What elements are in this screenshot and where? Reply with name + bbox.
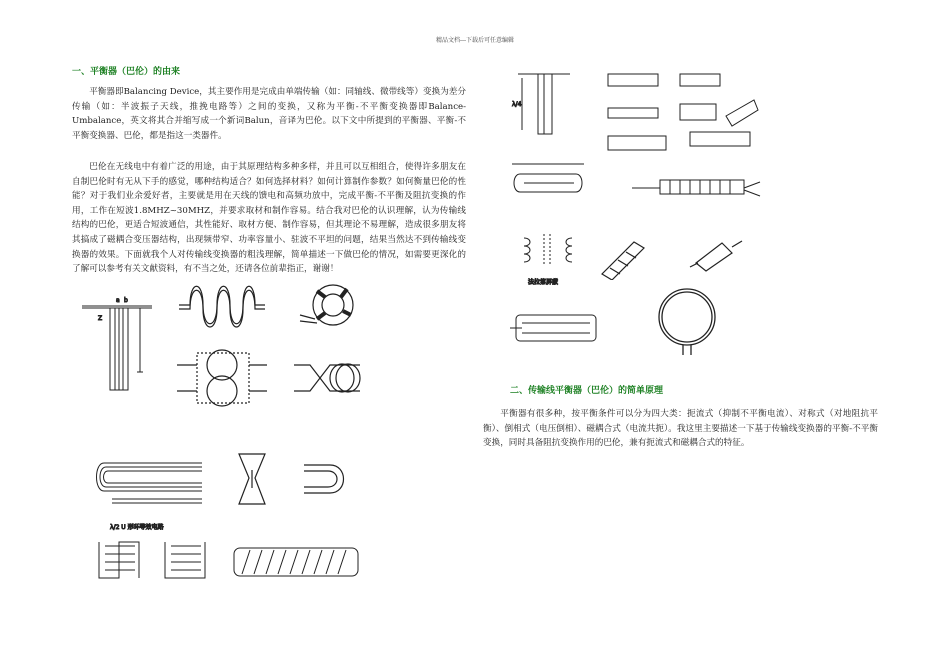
binocular-core-figure xyxy=(175,345,270,410)
section2-title: 二、传输线平衡器（巴伦）的简单原理 xyxy=(510,386,664,396)
twisted-transformer-figure xyxy=(290,355,365,405)
u-loop-figure xyxy=(92,455,207,535)
coax-sleeve-balun-figure xyxy=(80,292,155,397)
coax-bend-figure xyxy=(300,455,355,500)
faraday-shield-caption: 法拉第屏蔽 xyxy=(528,279,559,286)
section1-para1: 平衡器即Balancing Device，其主要作用是完成由单端传输（如：同轴线、微带线等）变换为差分传输（如：半波振子天线，推挽电路等）之间的变换，又称为平衡-不平衡变换器即Balance-Umbalance，英文将其合并缩写成一个新词Balun，音译为巴伦。以下文中所提到的平衡器、平衡-不平衡变换器、巴伦，都是指这一类器件。 xyxy=(72,87,466,141)
ferrite-sleeve-figure xyxy=(688,237,743,272)
quarter-wave-sleeve-figure xyxy=(510,70,575,150)
balun-variants-grid-figure xyxy=(600,70,760,160)
coax-slot-balun-figure xyxy=(508,162,588,202)
loop-antenna-figure xyxy=(652,285,722,357)
rod-coil-figure xyxy=(598,240,648,280)
section2-para1: 平衡器有很多种，按平衡条件可以分为四大类：扼流式（抑制不平衡电流）、对称式（对地阻抗平衡）、倒相式（电压倒相）、磁耦合式（电流共扼）。我这里主要描述一下基于传输线变换器的平衡-不平衡变换，同时具备阻抗变换作用的巴伦，兼有扼流式和磁耦合式的特征。 xyxy=(483,409,878,449)
fig-label-a: a xyxy=(116,297,120,304)
page-header: 精品文档---下载后可任意编辑 xyxy=(435,37,515,44)
fig-label-lambda: λ/4 xyxy=(512,101,522,108)
fig-label-b: b xyxy=(124,297,128,304)
meander-line-figure xyxy=(95,538,215,583)
section1-title: 一、平衡器（巴伦）的由来 xyxy=(72,67,181,77)
hourglass-figure xyxy=(235,450,270,510)
u-loop-caption: λ/2 U 形环等效电路 xyxy=(110,524,164,531)
coax-helical-figure xyxy=(228,538,363,583)
bead-choke-figure xyxy=(630,168,765,208)
coil-transformer-figure xyxy=(175,275,267,335)
toroid-balun-figure xyxy=(295,275,365,337)
coax-tube-figure xyxy=(508,305,603,350)
fig-label-z: Z xyxy=(98,315,103,322)
faraday-shield-figure xyxy=(510,232,590,288)
section1-para2: 巴伦在无线电中有着广泛的用途，由于其原理结构多种多样，并且可以互相组合，使得许多朋友在自制巴伦时有无从下手的感觉，哪种结构适合？如何选择材料？如何计算制作参数？如何衡量巴伦的性能？对于我们业余爱好者，主要就是用在天线的馈电和高频功放中，完成平衡-不平衡及阻抗变换的作用，工作在短波1.8MHZ~30MHZ，并要求取材和制作容易。结合我对巴伦的认识理解，认为传输线结构的巴伦，更适合短波通信，其性能好、取材方便、制作容易，但其理论不易理解，造成很多朋友将其搞成了磁耦合变压器结构，出现频带窄、功率容量小、驻波不平坦的问题，结果当然达不到传输线变换器的效果。下面就我个人对传输线变换器的粗浅理解，简单描述一下做巴伦的情况，如需要更深化的了解可以参考有关文献资料，有不当之处，还请各位前辈指正，谢谢！ xyxy=(72,162,466,275)
